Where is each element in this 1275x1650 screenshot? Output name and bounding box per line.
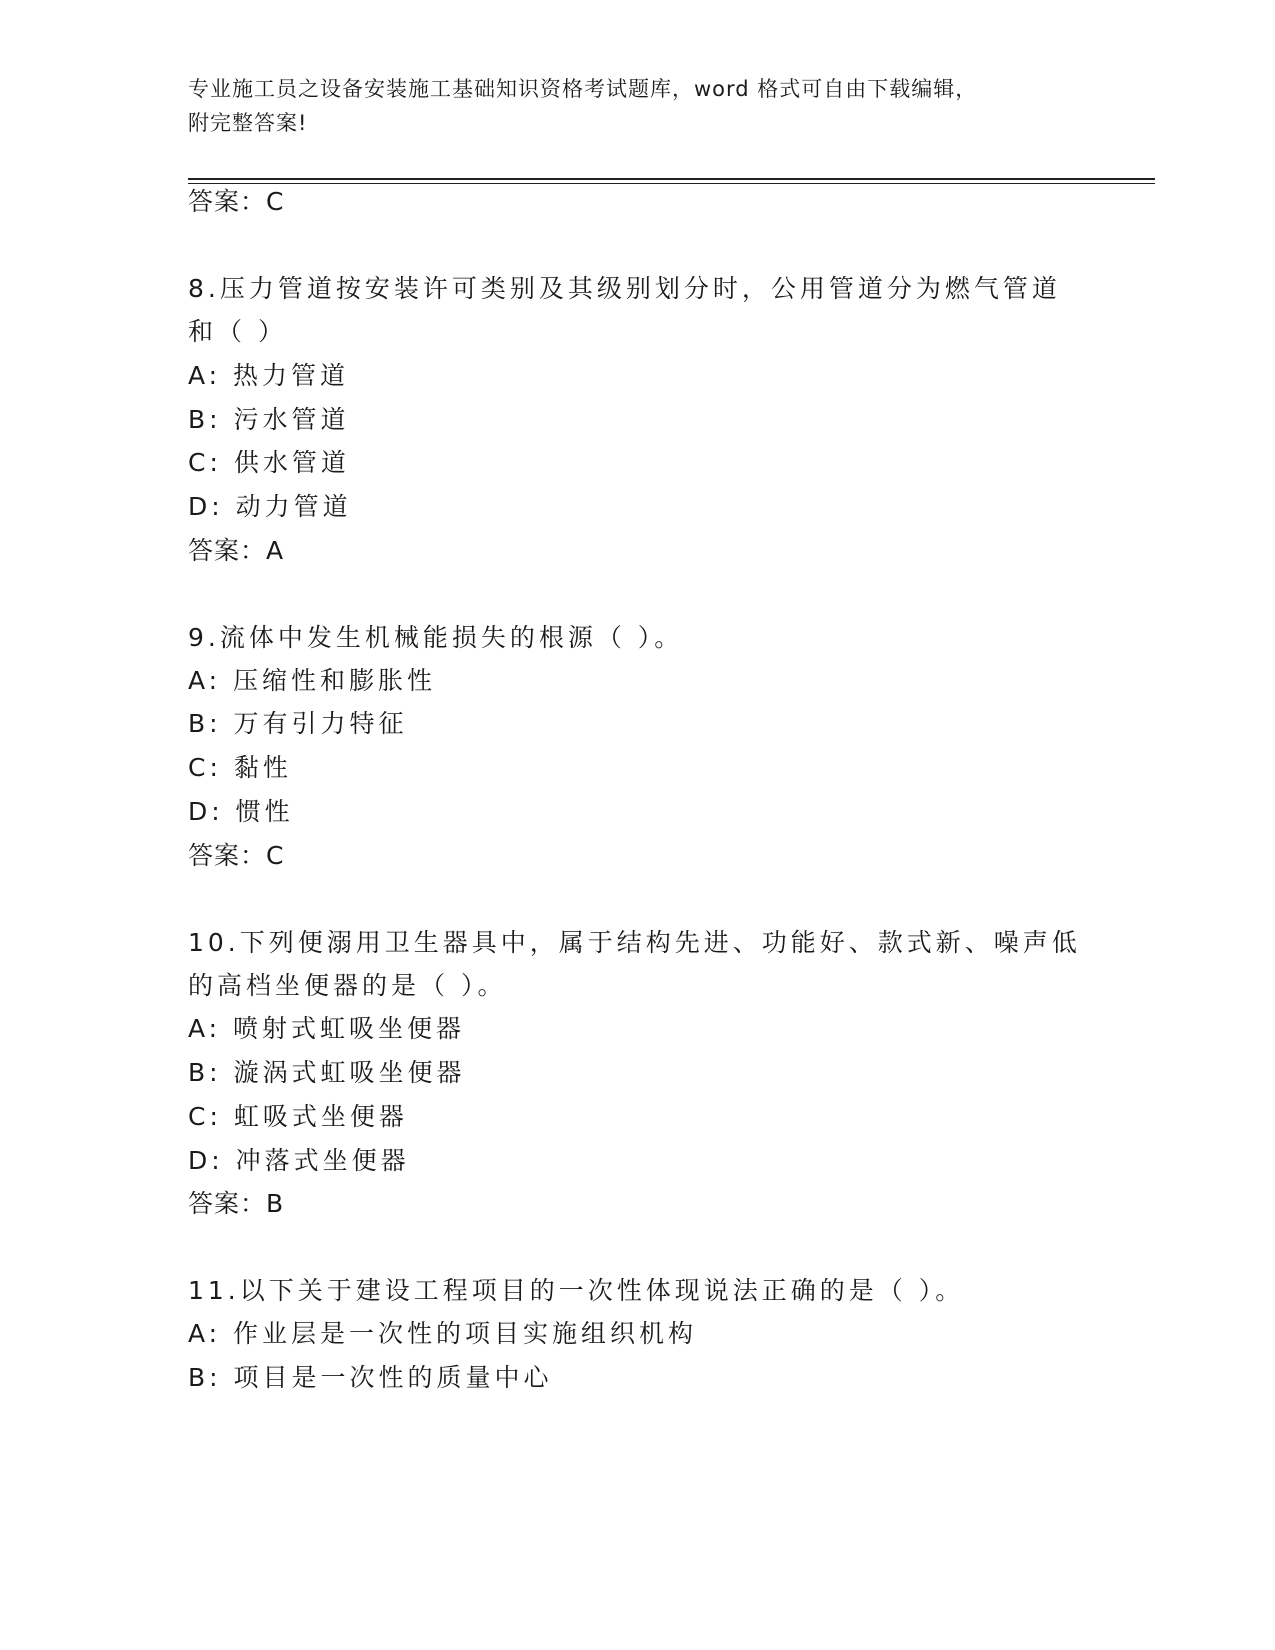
q8-option-a: A: 热力管道 [188,361,350,390]
q9-answer: 答案：C [188,841,285,870]
q9-option-d: D: 惯性 [188,797,294,826]
header-line-2: 附完整答案! [188,111,308,135]
q8-stem-line-1: 8.压力管道按安装许可类别及其级别划分时，公用管道分为燃气管道 [188,274,1061,303]
header-rule-thick [188,178,1155,180]
q10-option-d: D: 冲落式坐便器 [188,1146,410,1175]
q10-stem-line-2: 的高档坐便器的是（ ）。 [188,971,507,1000]
q10-option-a: A: 喷射式虹吸坐便器 [188,1014,466,1043]
q11-stem-line-1: 11.以下关于建设工程项目的一次性体现说法正确的是（ ）。 [188,1276,965,1305]
q8-option-c: C: 供水管道 [188,448,350,477]
header-line-1: 专业施工员之设备安装施工基础知识资格考试题库，word 格式可自由下载编辑， [188,77,978,101]
q8-stem-line-2: 和（ ） [188,317,287,346]
q8-option-d: D: 动力管道 [188,492,352,521]
q10-option-b: B: 漩涡式虹吸坐便器 [188,1058,466,1087]
document-header [188,72,1088,140]
answer-prev: 答案：C [188,187,285,216]
q11-option-a: A: 作业层是一次性的项目实施组织机构 [188,1319,698,1348]
q10-stem-line-1: 10.下列便溺用卫生器具中，属于结构先进、功能好、款式新、噪声低 [188,928,1081,957]
q10-answer: 答案：B [188,1189,285,1218]
q8-option-b: B: 污水管道 [188,405,350,434]
q8-answer: 答案：A [188,536,285,565]
q9-option-b: B: 万有引力特征 [188,709,408,738]
q9-stem-line-1: 9.流体中发生机械能损失的根源（ ）。 [188,623,684,652]
q9-option-a: A: 压缩性和膨胀性 [188,666,437,695]
q10-option-c: C: 虹吸式坐便器 [188,1102,408,1131]
header-rule-thin [188,183,1155,184]
q11-option-b: B: 项目是一次性的质量中心 [188,1363,553,1392]
q9-option-c: C: 黏性 [188,753,292,782]
